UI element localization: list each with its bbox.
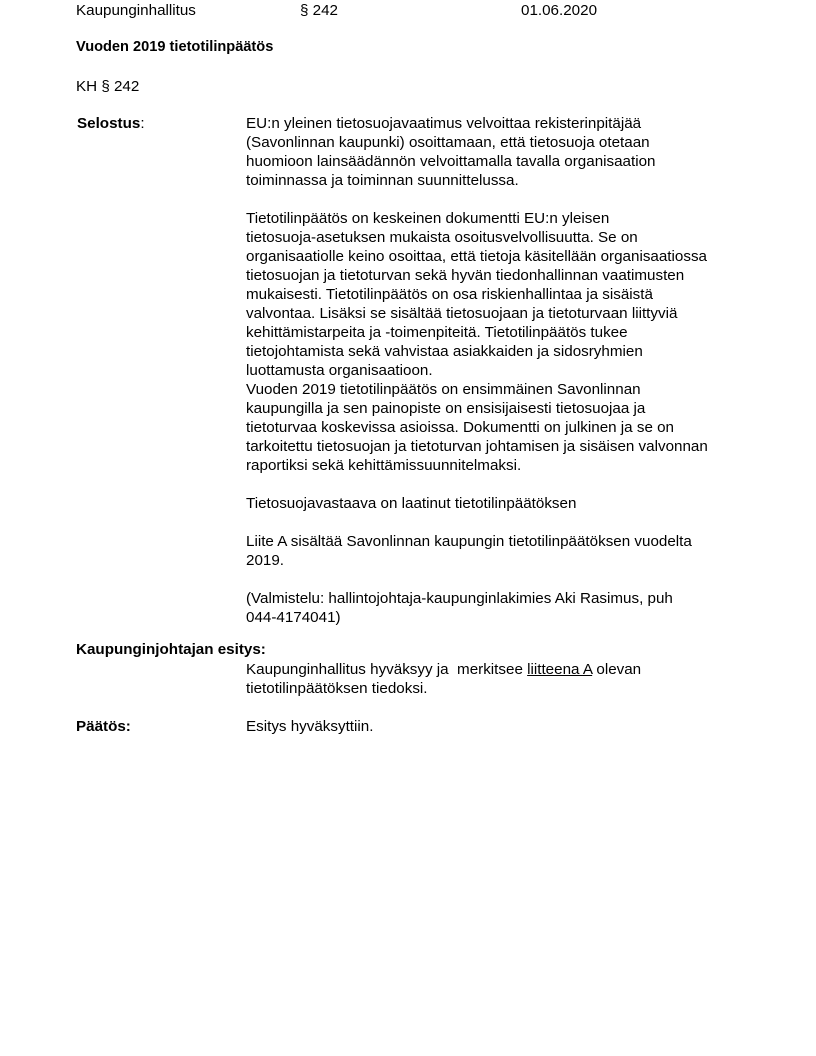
header-date: 01.06.2020	[521, 2, 598, 19]
attachment-a-link[interactable]: liitteena A	[527, 661, 593, 678]
text-line: (Savonlinnan kaupunki) osoittamaan, että tietosuoja otetaan	[246, 134, 650, 151]
header-paragraph-number: § 242	[300, 2, 339, 19]
text-line: toiminnassa ja toiminnan suunnittelussa.	[246, 172, 519, 189]
selostus-paragraph-3	[246, 380, 746, 475]
text-line: tarkoitettu tietosuojan ja tietoturvan johtamisen ja sisäisen valvonnan	[246, 438, 708, 455]
proposal-body	[246, 660, 746, 698]
selostus-body	[246, 114, 746, 627]
selostus-label-text: Selostus	[77, 115, 141, 132]
text-line: valvontaa. Lisäksi se sisältää tietosuojaan ja tietoturvaan liittyviä	[246, 305, 678, 322]
selostus-label	[77, 114, 145, 133]
selostus-paragraph-6	[246, 589, 746, 627]
section-reference: KH § 242	[76, 78, 140, 95]
text-line: tietosuoja-asetuksen mukaista osoitusvelvollisuutta. Se on	[246, 229, 638, 246]
proposal-text-end: olevan	[592, 661, 642, 678]
text-line: tietoturvaa koskevissa asioissa. Dokumentti on julkinen ja se on	[246, 419, 675, 436]
selostus-label-colon: :	[140, 115, 145, 132]
proposal-text-start: Kaupunginhallitus hyväksyy ja merkitsee	[246, 661, 528, 678]
text-line: kehittämistarpeita ja -toimenpiteitä. Tietotilinpäätös tukee	[246, 324, 628, 341]
text-line: EU:n yleinen tietosuojavaatimus velvoittaa rekisterinpitäjää	[246, 115, 642, 132]
text-line: 2019.	[246, 552, 285, 569]
text-line: kaupungilla ja sen painopiste on ensisijaisesti tietosuojaa ja	[246, 400, 646, 417]
selostus-paragraph-2	[246, 209, 746, 380]
text-line: tietosuojan ja tietoturvan sekä hyvän tiedonhallinnan vaatimusten	[246, 267, 685, 284]
text-line: organisaatiolle keino osoittaa, että tietoja käsitellään organisaatiossa	[246, 248, 707, 265]
proposal-label	[76, 640, 266, 659]
text-line: (Valmistelu: hallintojohtaja-kaupunginlakimies Aki Rasimus, puh	[246, 590, 673, 607]
document-header	[76, 1, 776, 20]
proposal-label-text: Kaupunginjohtajan esitys:	[76, 641, 266, 658]
decision-label-text: Päätös:	[76, 718, 131, 735]
text-line: 044-4174041)	[246, 609, 341, 626]
text-line: tietojohtamista sekä vahvistaa asiakkaiden ja sidosryhmien	[246, 343, 643, 360]
text-line: Liite A sisältää Savonlinnan kaupungin tietotilinpäätöksen vuodelta	[246, 533, 692, 550]
header-organization: Kaupunginhallitus	[76, 2, 196, 19]
text-line: Vuoden 2019 tietotilinpäätös on ensimmäinen Savonlinnan	[246, 381, 641, 398]
text-line: huomioon lainsäädännön velvoittamalla tavalla organisaation	[246, 153, 656, 170]
selostus-paragraph-4: Tietosuojavastaava on laatinut tietotilinpäätöksen	[246, 495, 577, 512]
proposal-text	[246, 660, 746, 698]
selostus-paragraph-1	[246, 114, 746, 190]
text-line: tietotilinpäätöksen tiedoksi.	[246, 680, 428, 697]
decision-label	[76, 717, 131, 736]
text-line: luottamusta organisaatioon.	[246, 362, 433, 379]
decision-text: Esitys hyväksyttiin.	[246, 718, 374, 735]
text-line: raportiksi sekä kehittämissuunnitelmaksi.	[246, 457, 522, 474]
document-title: Vuoden 2019 tietotilinpäätös	[76, 39, 274, 55]
text-line: Tietotilinpäätös on keskeinen dokumentti EU:n yleisen	[246, 210, 610, 227]
text-line: mukaisesti. Tietotilinpäätös on osa riskienhallintaa ja sisäistä	[246, 286, 653, 303]
selostus-paragraph-5	[246, 532, 746, 570]
